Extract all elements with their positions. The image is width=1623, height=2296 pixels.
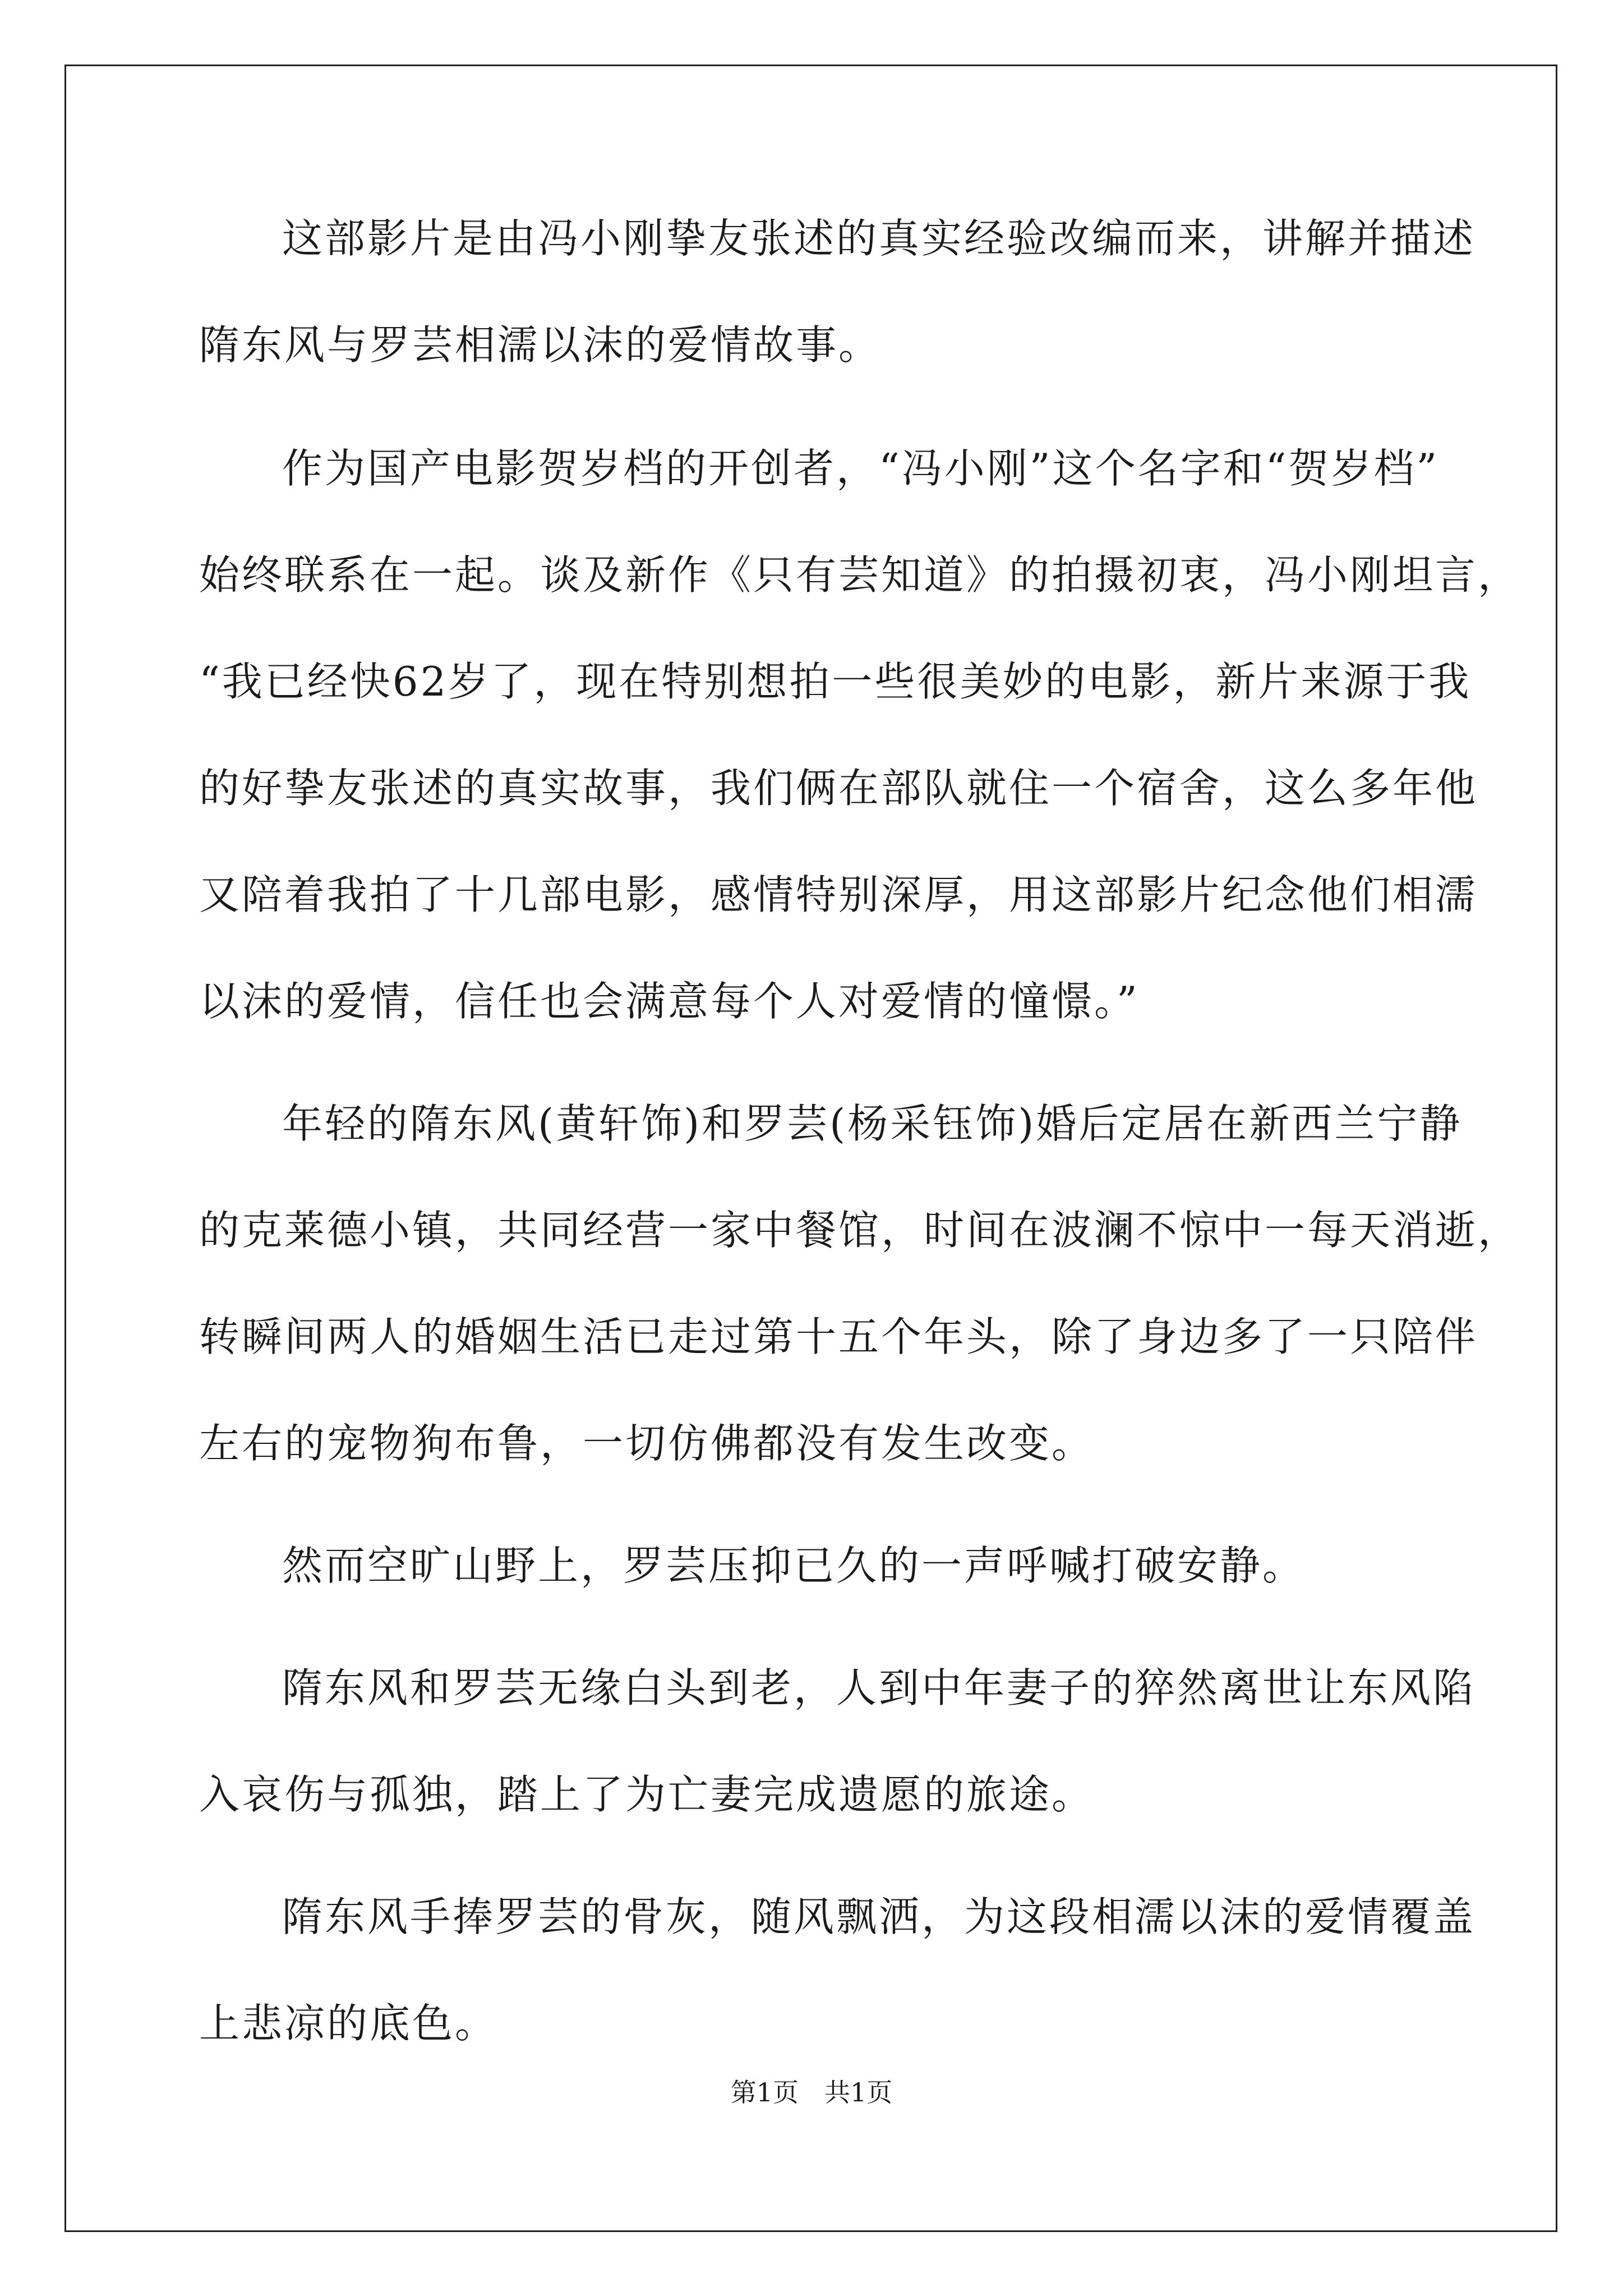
text-line: “我已经快62岁了，现在特别想拍一些很美妙的电影，新片来源于我 — [199, 658, 1472, 705]
text-line: 始终联系在一起。谈及新作《只有芸知道》的拍摄初衷，冯小刚坦言， — [199, 551, 1521, 599]
text-line: 隋东风手捧罗芸的骨灰，随风飘洒，为这段相濡以沫的爱情覆盖 — [282, 1893, 1476, 1940]
text-line: 转瞬间两人的婚姻生活已走过第十五个年头，除了身边多了一只陪伴 — [199, 1313, 1478, 1360]
text-line: 隋东风与罗芸相濡以沫的爱情故事。 — [199, 321, 882, 369]
text-line: 作为国产电影贺岁档的开创者，“冯小刚”这个名字和“贺岁档” — [282, 445, 1440, 492]
text-line: 又陪着我拍了十几部电影，感情特别深厚，用这部影片纪念他们相濡 — [199, 871, 1478, 918]
text-line: 年轻的隋东风(黄轩饰)和罗芸(杨采钰饰)婚后定居在新西兰宁静 — [282, 1100, 1463, 1147]
text-line: 左右的宠物狗布鲁，一切仿佛都没有发生改变。 — [199, 1420, 1095, 1467]
text-line: 隋东风和罗芸无缘白头到老，人到中年妻子的猝然离世让东风陷 — [282, 1664, 1476, 1711]
text-line: 这部影片是由冯小刚挚友张述的真实经验改编而来，讲解并描述 — [282, 215, 1476, 262]
text-line: 入哀伤与孤独，踏上了为亡妻完成遗愿的旅途。 — [199, 1771, 1095, 1818]
text-line: 然而空旷山野上，罗芸压抑已久的一声呼喊打破安静。 — [282, 1542, 1306, 1589]
text-line: 的克莱德小镇，共同经营一家中餐馆，时间在波澜不惊中一每天消逝， — [199, 1207, 1521, 1254]
text-line: 上悲凉的底色。 — [199, 2000, 498, 2047]
text-line: 的好挚友张述的真实故事，我们俩在部队就住一个宿舍，这么多年他 — [199, 765, 1478, 812]
page-number: 第1页 共1页 — [730, 2077, 893, 2108]
text-line: 以沫的爱情，信任也会满意每个人对爱情的憧憬。” — [199, 978, 1140, 1025]
